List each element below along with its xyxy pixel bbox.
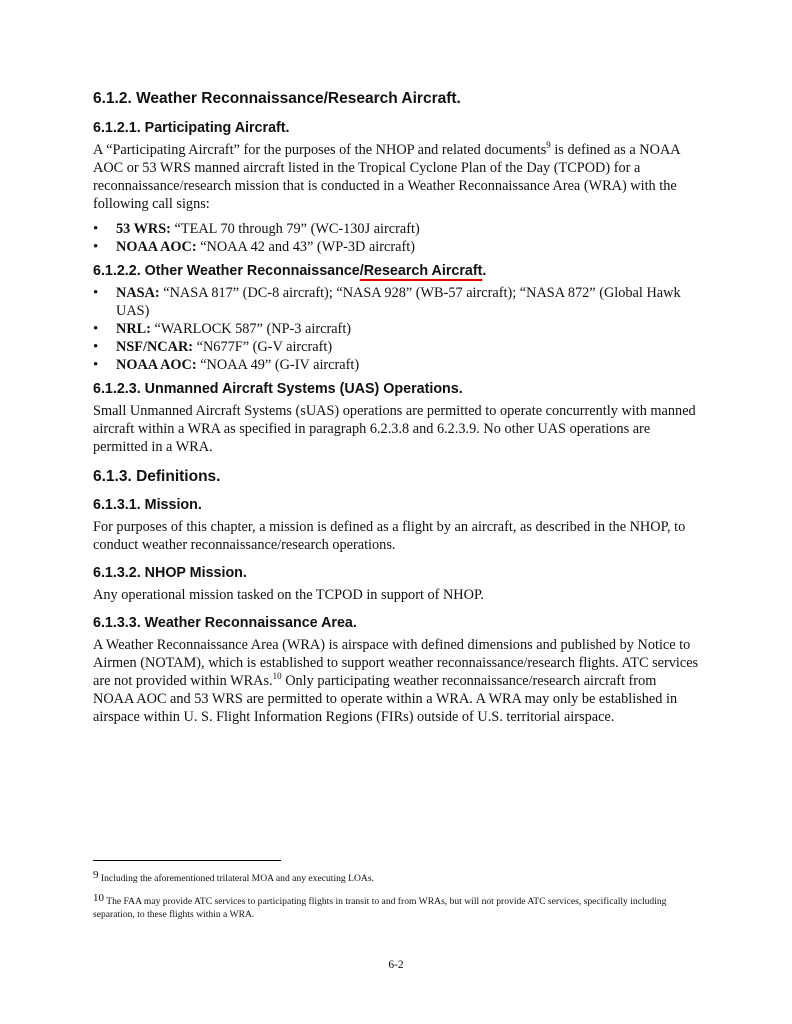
list-item	[93, 356, 699, 374]
list-item-text: “WARLOCK 587” (NP-3 aircraft)	[150, 321, 352, 337]
footnote-9	[93, 869, 693, 885]
paragraph-text: is defined as a NOAA AOC or 53 WRS manned aircraft listed in the Tropical Cyclone Plan of the Day (TCPOD) for a reconnaissance/research mission that is conducted in a Weather Reconnaissance Area (WRA) with the following call signs:	[93, 142, 680, 212]
call-sign-list	[93, 220, 699, 256]
list-item	[93, 320, 699, 338]
list-item-label: NASA:	[116, 285, 160, 301]
list-item-label: NOAA AOC:	[116, 239, 197, 255]
list-item-label: NRL:	[116, 321, 151, 337]
list-item-text: “NOAA 49” (G-IV aircraft)	[196, 357, 360, 373]
paragraph-wra	[93, 636, 699, 726]
section-heading-6-1-3: 6.1.3. Definitions.	[93, 468, 221, 485]
document-body	[93, 90, 699, 733]
footnote-text: Including the aforementioned trilateral MOA and any executing LOAs.	[98, 873, 374, 884]
section-heading-6-1-2-1: 6.1.2.1. Participating Aircraft.	[93, 120, 290, 136]
footnote-ref-10[interactable]: 10	[272, 671, 282, 682]
list-item-text: “N677F” (G-V aircraft)	[193, 339, 333, 355]
footnote-number: 9	[93, 869, 99, 881]
list-item	[93, 220, 699, 238]
footnote-10	[93, 892, 693, 921]
paragraph-uas-operations: Small Unmanned Aircraft Systems (sUAS) operations are permitted to operate concurrently with manned aircraft within a WRA as specified in paragraph 6.2.3.8 and 6.2.3.9. No other UAS operations are permitted in a WRA.	[93, 403, 696, 455]
section-heading-6-1-3-3: 6.1.3.3. Weather Reconnaissance Area.	[93, 615, 357, 631]
paragraph-text: Only participating weather reconnaissance/research aircraft from NOAA AOC and 53 WRS are permitted to operate within a WRA. A WRA may only be established in airspace within U. S. Flight Information Regions (FIRs) outside of U.S. territorial airspace.	[93, 673, 678, 725]
footnote-number: 10	[93, 892, 104, 904]
paragraph-mission: For purposes of this chapter, a mission is defined as a flight by an aircraft, as described in the NHOP, to conduct weather reconnaissance/research operations.	[93, 519, 686, 553]
spellcheck-flagged-text[interactable]: /Research Aircraft	[359, 263, 483, 279]
other-aircraft-list	[93, 284, 699, 374]
list-item-label: NSF/NCAR:	[116, 339, 194, 355]
paragraph-nhop-mission: Any operational mission tasked on the TCPOD in support of NHOP.	[93, 587, 484, 603]
list-item-text: “NOAA 42 and 43” (WP-3D aircraft)	[196, 239, 415, 255]
list-item	[93, 238, 699, 256]
heading-text: .	[482, 263, 487, 279]
paragraph-participating-aircraft	[93, 141, 699, 213]
paragraph-text: A “Participating Aircraft” for the purposes of the NHOP and related documents	[93, 142, 547, 158]
list-item	[93, 284, 699, 320]
section-heading-6-1-3-2: 6.1.3.2. NHOP Mission.	[93, 565, 247, 581]
list-item-text: “NASA 817” (DC-8 aircraft); “NASA 928” (WB-57 aircraft); “NASA 872” (Global Hawk UAS)	[116, 285, 681, 319]
list-item-text: “TEAL 70 through 79” (WC-130J aircraft)	[170, 221, 420, 237]
footnote-separator	[93, 860, 281, 861]
list-item-label: NOAA AOC:	[116, 357, 197, 373]
page-number: 6-2	[388, 959, 404, 971]
list-item	[93, 338, 699, 356]
heading-text: 6.1.2.2. Other Weather Reconnaissance	[93, 263, 360, 279]
section-heading-6-1-2-3: 6.1.2.3. Unmanned Aircraft Systems (UAS) Operations.	[93, 381, 463, 397]
section-heading-6-1-2-2	[93, 263, 699, 279]
section-heading-6-1-2: 6.1.2. Weather Reconnaissance/Research Aircraft.	[93, 90, 461, 107]
paragraph-text: A Weather Reconnaissance Area (WRA) is airspace with defined dimensions and published by Notice to Airmen (NOTAM), which is established to support weather reconnaissance/research flights. ATC services are not provided within WRAs.	[93, 637, 699, 689]
list-item-label: 53 WRS:	[116, 221, 171, 237]
footnote-ref-9[interactable]: 9	[546, 140, 551, 151]
footnote-text: The FAA may provide ATC services to participating flights in transit to and from WRAs, but will not provide ATC services, specifically including separation, to these flights within a WRA.	[93, 896, 667, 920]
section-heading-6-1-3-1: 6.1.3.1. Mission.	[93, 497, 202, 513]
